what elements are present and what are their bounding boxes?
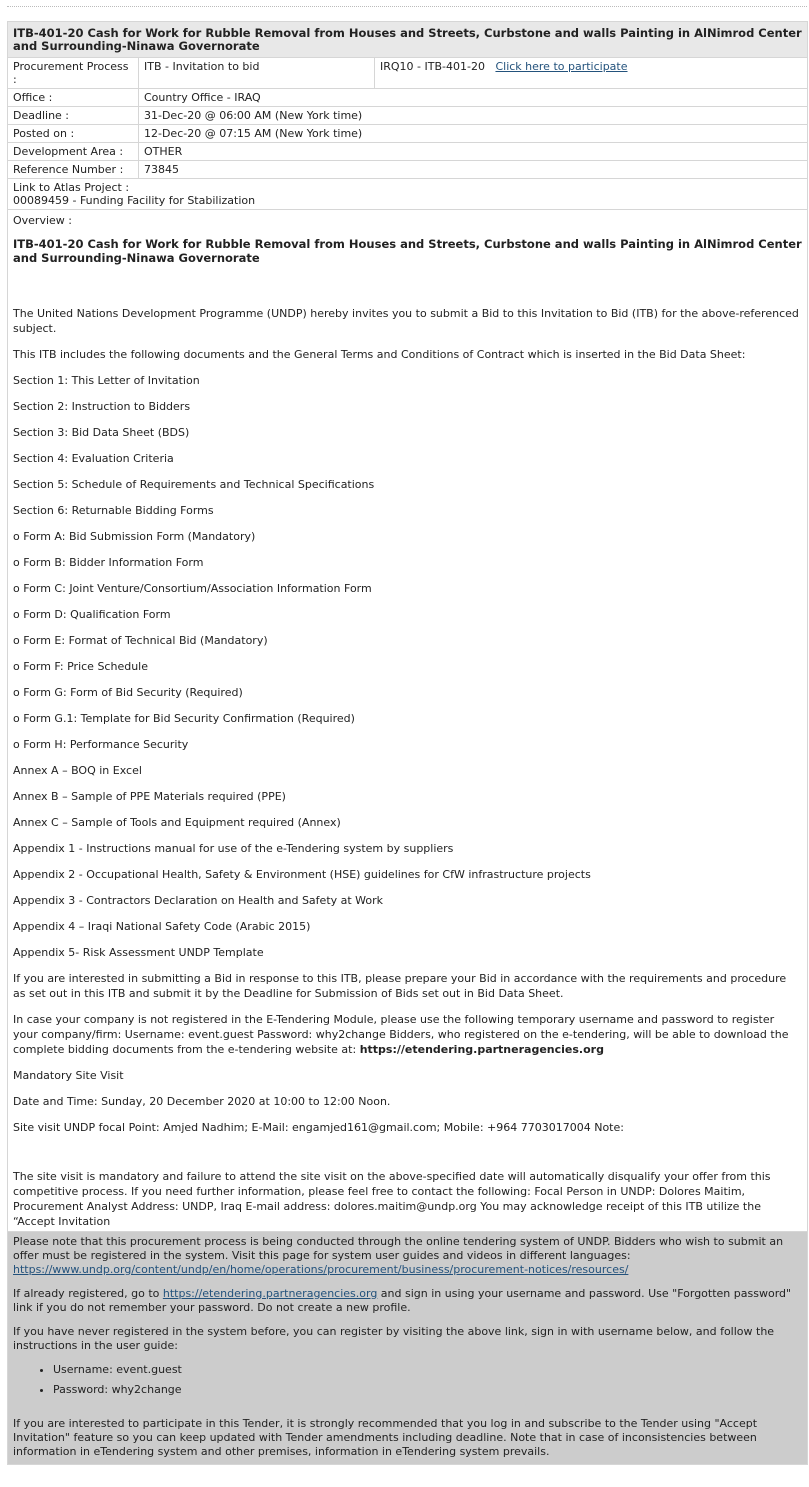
document-list-item: o Form G: Form of Bid Security (Required): [13, 686, 243, 699]
password-item: • Password: why2change: [53, 1383, 802, 1397]
overview-label: Overview :: [13, 214, 72, 227]
notice-text: Please note that this procurement process is being conducted through the online tendering system of UNDP. Bidders who wish to submit an offer must be registered in the system. Visit this page for system user guides and videos in different languages:: [13, 1235, 784, 1262]
username-item: • Username: event.guest: [53, 1363, 802, 1377]
participate-link[interactable]: Click here to participate: [495, 60, 628, 73]
document-list-item: Section 4: Evaluation Criteria: [13, 452, 174, 465]
field-value: 31-Dec-20 @ 06:00 AM (New York time): [139, 107, 808, 125]
document-list-item: Section 5: Schedule of Requirements and Technical Specifications: [13, 478, 375, 491]
resources-link[interactable]: https://www.undp.org/content/undp/en/home/operations/procurement/business/procurement-notices/resources/: [13, 1263, 629, 1276]
document-list-item: Section 3: Bid Data Sheet (BDS): [13, 426, 190, 439]
notice-container: [7, 21, 807, 1465]
intro-paragraph: The United Nations Development Programme (UNDP) hereby invites you to submit a Bid to this Invitation to Bid (ITB) for the above-referenced subject.: [13, 307, 799, 335]
reference-row: [8, 161, 808, 179]
site-visit-heading: Mandatory Site Visit: [13, 1069, 124, 1082]
field-label: Posted on :: [8, 125, 139, 143]
field-label: Office :: [8, 89, 139, 107]
includes-paragraph: This ITB includes the following documents and the General Terms and Conditions of Contract which is inserted in the Bid Data Sheet:: [13, 348, 746, 361]
overview-body: [8, 210, 808, 1232]
deadline-row: [8, 107, 808, 125]
field-value: OTHER: [139, 143, 808, 161]
etendering-link[interactable]: https://etendering.partneragencies.org: [162, 1287, 378, 1300]
field-value: 12-Dec-20 @ 07:15 AM (New York time): [139, 125, 808, 143]
field-value: Country Office - IRAQ: [139, 89, 808, 107]
document-list-item: Section 2: Instruction to Bidders: [13, 400, 191, 413]
notice-text: If already registered, go to: [13, 1287, 163, 1300]
notice-paragraph-1: [13, 1235, 802, 1277]
credentials-list: [13, 1363, 802, 1397]
document-list-item: o Form D: Qualification Form: [13, 608, 171, 621]
document-list-item: o Form E: Format of Technical Bid (Mandatory): [13, 634, 268, 647]
overview-title: ITB-401-20 Cash for Work for Rubble Removal from Houses and Streets, Curbstone and walls Painting in AlNimrod Center and Surrounding-Ninawa Governorate: [13, 237, 802, 265]
document-list-item: Appendix 4 – Iraqi National Safety Code (Arabic 2015): [13, 920, 311, 933]
notice-paragraph-4: If you are interested to participate in this Tender, it is strongly recommended that you log in and subscribe to the Tender using "Accept Invitation" feature so you can keep updated with Tender amendments including deadline. Note that in case of inconsistencies between information in eTendering system and other premises, information in eTendering system prevails.: [13, 1417, 758, 1458]
document-list-item: Annex B – Sample of PPE Materials required (PPE): [13, 790, 286, 803]
field-label: Reference Number :: [8, 161, 139, 179]
interest-paragraph: If you are interested in submitting a Bid in response to this ITB, please prepare your Bid in accordance with the requirements and procedure as set out in this ITB and submit it by the Deadline for Submission of Bids set out in Bid Data Sheet.: [13, 972, 787, 1000]
atlas-row: [8, 179, 808, 210]
document-list-item: o Form G.1: Template for Bid Security Confirmation (Required): [13, 712, 355, 725]
document-list-item: o Form B: Bidder Information Form: [13, 556, 204, 569]
document-list-item: o Form A: Bid Submission Form (Mandatory): [13, 530, 256, 543]
document-list-item: Annex C – Sample of Tools and Equipment required (Annex): [13, 816, 341, 829]
notice-text: and sign in using your username and password. Use "Forgotten password" link if you do not remember your password. Do not create a new profile.: [13, 1287, 792, 1314]
office-row: [8, 89, 808, 107]
registration-text: In case your company is not registered in the E-Tendering Module, please use the following temporary username and password to register your company/firm: Username: event.guest Password: why2change Bidders, who registered on the e-tendering, will be able to download the complete bidding documents from the e-tendering website at:: [13, 1013, 789, 1056]
document-list-item: Appendix 1 - Instructions manual for use of the e-Tendering system by suppliers: [13, 842, 454, 855]
document-list-item: Section 1: This Letter of Invitation: [13, 374, 200, 387]
procurement-label: Procurement Process :: [8, 58, 139, 89]
document-list-item: o Form C: Joint Venture/Consortium/Association Information Form: [13, 582, 372, 595]
procurement-ref: IRQ10 - ITB-401-20: [380, 60, 485, 73]
development-area-row: [8, 143, 808, 161]
atlas-value: 00089459 - Funding Facility for Stabilization: [13, 194, 256, 207]
procurement-row: [8, 58, 808, 89]
tender-title: ITB-401-20 Cash for Work for Rubble Removal from Houses and Streets, Curbstone and walls Painting in AlNimrod Center and Surrounding-Ninawa Governorate: [8, 22, 808, 58]
site-visit-focal: Site visit UNDP focal Point: Amjed Nadhim; E-Mail: engamjed161@gmail.com; Mobile: +964 7703017004 Note:: [13, 1121, 624, 1134]
field-label: Development Area :: [8, 143, 139, 161]
document-list-item: Appendix 2 - Occupational Health, Safety & Environment (HSE) guidelines for CfW infrastructure projects: [13, 868, 591, 881]
document-list-item: Appendix 3 - Contractors Declaration on Health and Safety at Work: [13, 894, 384, 907]
top-divider: [7, 6, 807, 7]
field-value: 73845: [139, 161, 808, 179]
registration-paragraph: [13, 1012, 802, 1057]
registration-site: https://etendering.partneragencies.org: [359, 1043, 604, 1056]
notice-row: [8, 1232, 808, 1465]
overview-row: [8, 210, 808, 1232]
procurement-value: ITB - Invitation to bid: [139, 58, 375, 89]
document-list-item: Annex A – BOQ in Excel: [13, 764, 142, 777]
document-list-item: o Form F: Price Schedule: [13, 660, 148, 673]
document-list-item: Appendix 5- Risk Assessment UNDP Template: [13, 946, 264, 959]
document-list-item: Section 6: Returnable Bidding Forms: [13, 504, 214, 517]
posted-row: [8, 125, 808, 143]
document-list-item: o Form H: Performance Security: [13, 738, 189, 751]
system-notice: [8, 1232, 808, 1465]
tender-table: [7, 21, 808, 1465]
atlas-label: Link to Atlas Project :: [13, 181, 130, 194]
field-label: Deadline :: [8, 107, 139, 125]
site-visit-date: Date and Time: Sunday, 20 December 2020 at 10:00 to 12:00 Noon.: [13, 1095, 391, 1108]
document-list: [13, 373, 802, 960]
site-visit-mandatory: The site visit is mandatory and failure to attend the site visit on the above-specified date will automatically disqualify your offer from this competitive process. If you need further information, please feel free to contact the following: Focal Person in UNDP: Dolores Maitim, Procurement Analyst Address: UNDP, Iraq E-mail address: dolores.maitim@undp.org You may acknowledge receipt of this ITB utilize the “Accept Invitation: [13, 1170, 771, 1228]
notice-paragraph-3: If you have never registered in the system before, you can register by visiting the above link, sign in with username below, and follow the instructions in the user guide:: [13, 1325, 775, 1352]
notice-paragraph-2: [13, 1287, 802, 1315]
procurement-ref-cell: [375, 58, 808, 89]
